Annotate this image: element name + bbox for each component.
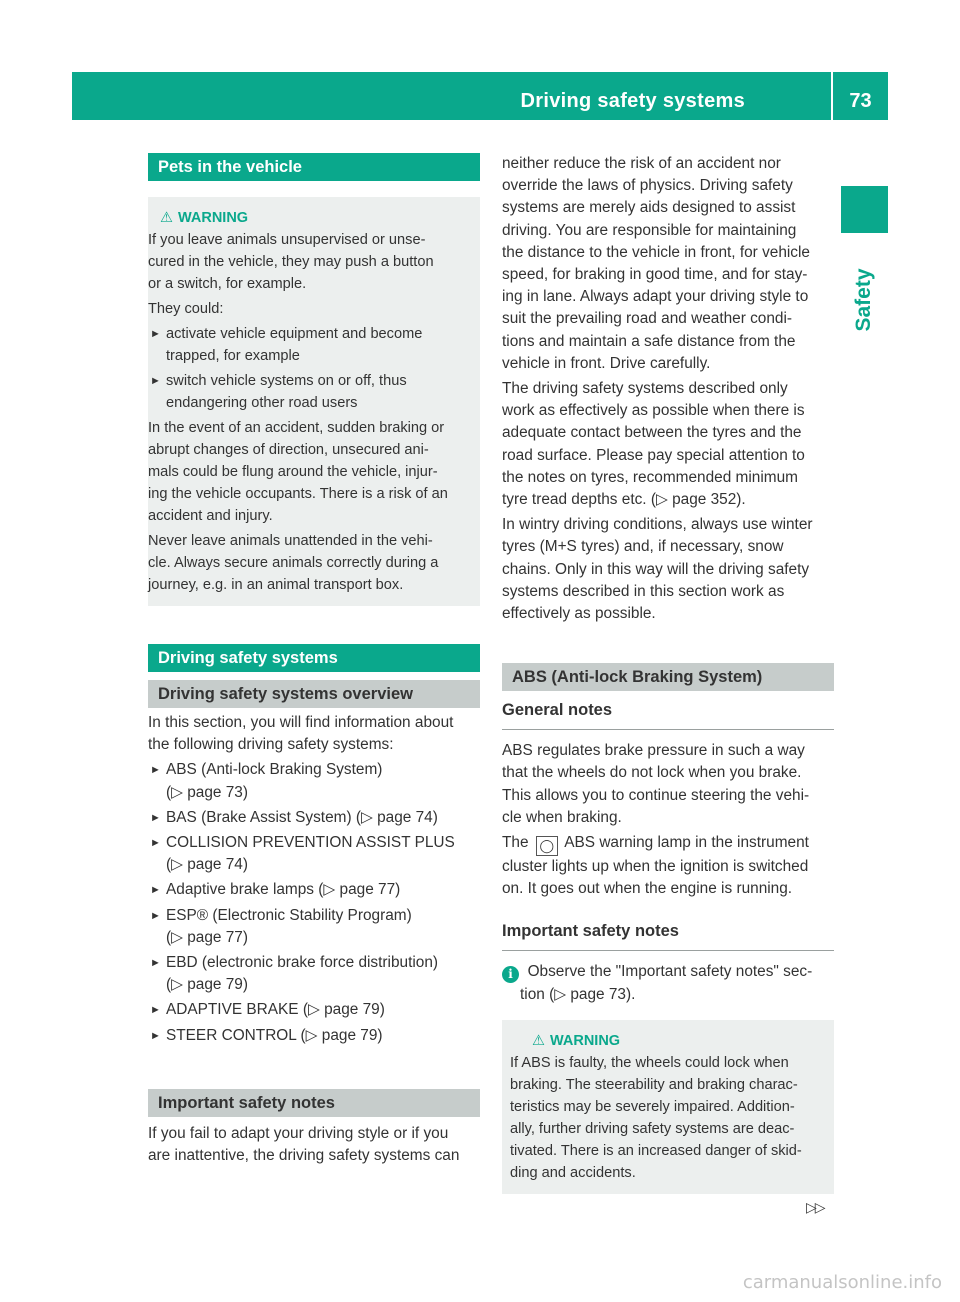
list-item: ► EBD (electronic brake force distribution) (▷ page 79)	[150, 954, 439, 994]
pets-heading: Pets in the vehicle	[148, 153, 480, 181]
text-line: are inattentive, the driving safety systems can	[148, 1147, 460, 1165]
page-number: 73	[849, 90, 872, 112]
list-item: ► BAS (Brake Assist System) (▷ page 74)	[150, 808, 438, 826]
text-line: mals could be flung around the vehicle, injur-	[148, 464, 438, 480]
text-line: journey, e.g. in an animal transport box.	[148, 577, 404, 593]
warning-triangle-icon: ⚠	[532, 1032, 545, 1049]
list-item: ► ADAPTIVE BRAKE (▷ page 79)	[150, 1001, 385, 1019]
text-line: cured in the vehicle, they may push a button	[148, 254, 434, 270]
text-line: accident and injury.	[148, 508, 273, 524]
text-line: Never leave animals unattended in the vehi-	[148, 533, 433, 549]
warning-label: ⚠ WARNING	[510, 1030, 826, 1052]
section-tab-label: Safety	[851, 268, 875, 332]
page-header-title: Driving safety systems	[520, 90, 745, 112]
winter-paragraph: In wintry driving conditions, always use winter tyres (M+S tyres) and, if necessary, snow chains. Only in this way will the driving safety systems described in this section work as effectively as possible.	[502, 516, 813, 623]
text-line: or a switch, for example.	[148, 276, 307, 292]
list-item: ► STEER CONTROL (▷ page 79)	[150, 1026, 383, 1044]
list-item: ► ESP® (Electronic Stability Program) (▷ page 77)	[150, 906, 412, 946]
info-icon: i	[502, 966, 519, 983]
text-line: the following driving safety systems:	[148, 736, 394, 754]
list-item: ► Adaptive brake lamps (▷ page 77)	[150, 881, 401, 899]
tyres-paragraph: The driving safety systems described only work as effectively as possible when there is adequate contact between the tyres and the road surface. Please pay special attention to the notes on tyres, recommended minimum tyre tread depths etc. (▷ page 352).	[502, 380, 805, 509]
left-column	[148, 153, 480, 1167]
text-line: They could:	[148, 301, 224, 317]
text-line: cle. Always secure animals correctly during a	[148, 555, 439, 571]
list-item: ► ABS (Anti-lock Braking System) (▷ page 73)	[150, 761, 383, 801]
watermark: carmanualsonline.info	[742, 1272, 942, 1293]
list-item: ► switch vehicle systems on or off, thus endangering other road users	[150, 373, 407, 411]
text-line: If you fail to adapt your driving style or if you	[148, 1124, 449, 1142]
list-item: ► activate vehicle equipment and become trapped, for example	[150, 326, 423, 364]
abs-warning-box: ⚠ WARNING If ABS is faulty, the wheels could lock when braking. The steerability and braking charac- teristics may be severely impaired. Addition- ally, further driving safety systems are deac- tivated. There is an increased danger of skid- ding and accidents.	[502, 1020, 834, 1194]
text-line: If you leave animals unsupervised or unse-	[148, 232, 426, 248]
driving-safety-heading: Driving safety systems	[148, 644, 480, 672]
text-line: ing the vehicle occupants. There is a risk of an	[148, 486, 448, 502]
text-line: In the event of an accident, sudden braking or	[148, 420, 445, 436]
general-notes-heading: General notes	[502, 699, 834, 730]
important-safety-heading: Important safety notes	[148, 1089, 480, 1117]
right-column	[502, 153, 834, 1194]
info-note: i Observe the "Important safety notes" sec- tion (▷ page 73).	[502, 961, 834, 1005]
continued-paragraph: neither reduce the risk of an accident nor override the laws of physics. Driving safety systems are merely aids designed to assist driving. You are responsible for maintaining the distance to the vehicle in front, for vehicle speed, for braking in good time, and for stay- ing in lane. Always adapt your driving style to suit the prevailing road and weather condi- tions and maintain a safe distance from the vehicle in front. Drive carefully.	[502, 155, 810, 372]
continue-arrows-icon: ▷▷	[806, 1199, 824, 1215]
systems-list	[148, 759, 480, 1046]
general-notes-paragraph: ABS regulates brake pressure in such a way that the wheels do not lock when you brake. This allows you to continue steering the vehi- cle when braking.	[502, 742, 810, 826]
section-tab-marker	[841, 186, 888, 233]
list-item: ► COLLISION PREVENTION ASSIST PLUS (▷ page 74)	[150, 834, 455, 874]
pets-warning-box	[148, 197, 480, 606]
abs-heading: ABS (Anti-lock Braking System)	[502, 663, 834, 691]
text-line: In this section, you will find information about	[148, 714, 454, 731]
abs-safety-notes-heading: Important safety notes	[502, 920, 834, 951]
overview-heading: Driving safety systems overview	[148, 680, 480, 708]
text-line: abrupt changes of direction, unsecured ani-	[148, 442, 429, 458]
abs-warning-lamp-icon: ◯	[536, 836, 558, 856]
warning-label: ⚠ WARNING	[148, 207, 472, 229]
abs-lamp-paragraph: The ◯ ABS warning lamp in the instrument cluster lights up when the ignition is switched on. It goes out when the engine is running.	[502, 834, 809, 898]
warning-triangle-icon: ⚠	[160, 210, 173, 226]
